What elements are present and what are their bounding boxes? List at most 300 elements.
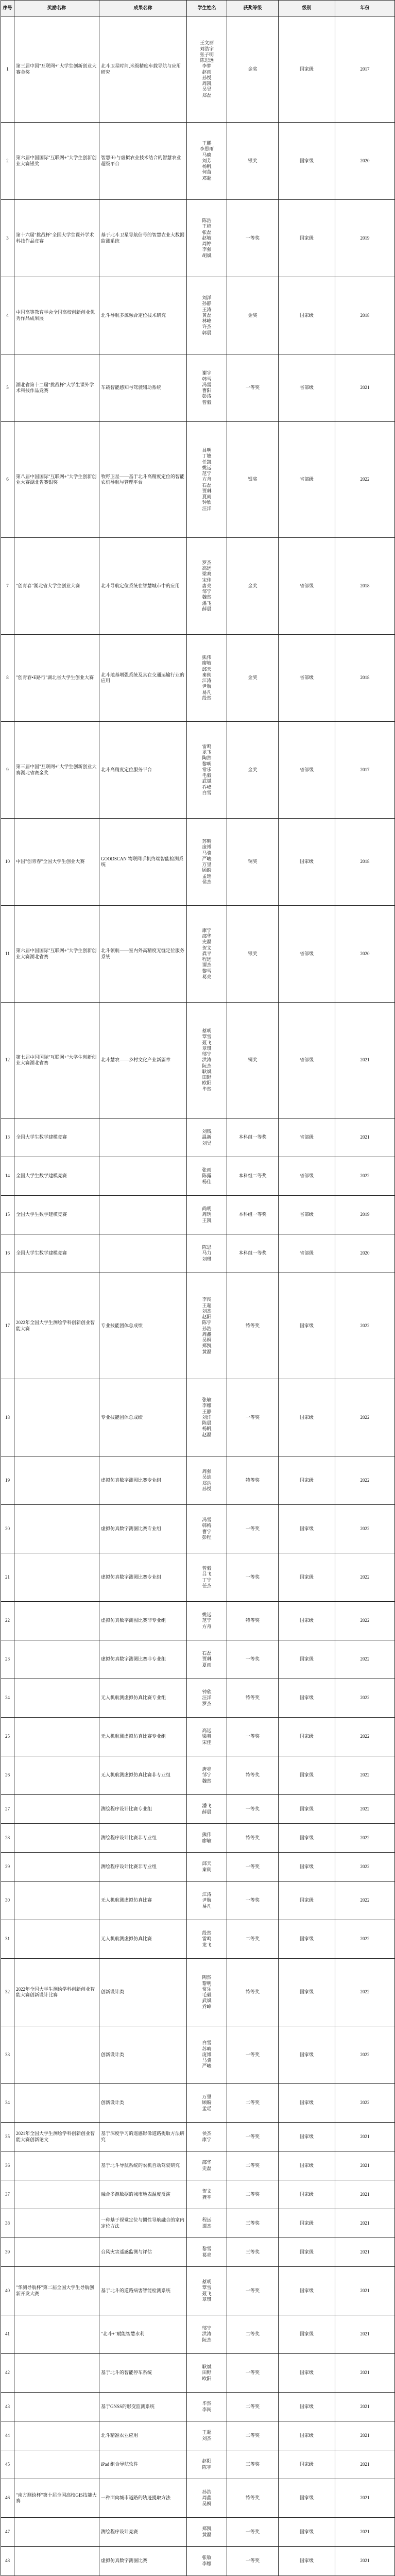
student-names	[187, 2450, 227, 2479]
student-names	[187, 1679, 227, 1718]
award-name	[14, 2180, 99, 2209]
result-title-text: 北斗精准农业应用	[101, 2432, 139, 2438]
table-body	[1, 16, 395, 2576]
award-grade	[227, 2354, 279, 2393]
award-year	[335, 2026, 395, 2084]
award-level	[279, 1157, 335, 1196]
student-names-text: 冯雪 韩梅 曹宇 彭程	[202, 1517, 212, 1540]
row-number-text: 39	[5, 2249, 10, 2255]
award-year	[335, 1602, 395, 1640]
student-names	[187, 123, 227, 200]
award-name	[14, 123, 99, 200]
row-number-text: 10	[5, 859, 10, 865]
student-names-text: 孙浩 周鑫 吴桐	[202, 2489, 212, 2506]
award-grade-text: 本科组二等奖	[238, 1173, 267, 1179]
award-year	[335, 1196, 395, 1234]
table-row	[1, 2450, 395, 2479]
award-level-text: 国家级	[299, 1897, 314, 1903]
award-grade-text: 一等奖	[245, 2133, 260, 2139]
table-row	[1, 1273, 395, 1379]
award-year-text: 2022	[360, 1936, 370, 1942]
student-names-text: 石磊 贾琳 夏雨	[202, 1651, 212, 1668]
award-name	[14, 2238, 99, 2267]
result-title	[99, 1959, 187, 2026]
award-name	[14, 1505, 99, 1553]
student-names	[187, 1234, 227, 1273]
table-row	[1, 2547, 395, 2575]
award-grade	[227, 1824, 279, 1853]
row-number-text: 45	[5, 2461, 10, 2467]
award-year-text: 2022	[360, 2100, 370, 2106]
table-row	[1, 1824, 395, 1853]
award-grade	[227, 2450, 279, 2479]
table-row	[1, 1882, 395, 1920]
row-number-text: 2	[6, 158, 9, 163]
result-title-text: 测绘程序设计比赛专业组	[101, 1806, 152, 1811]
award-name-text: 全国大学生数学建模竞赛	[16, 1250, 67, 1256]
student-names	[187, 1853, 227, 1882]
award-year	[335, 1853, 395, 1882]
award-name	[14, 2209, 99, 2238]
award-grade-text: 一等奖	[245, 1574, 260, 1580]
row-number	[1, 2180, 14, 2209]
award-name	[14, 2479, 99, 2518]
result-title-text: 北斗卫星时间,米级精度车载导航与应用研究	[101, 63, 181, 75]
award-grade-text: 一等奖	[245, 1863, 260, 1869]
award-level-text: 国家级	[299, 1526, 314, 1531]
result-title-text: 创新设计类	[101, 2100, 125, 2106]
result-title-text: "北斗+"赋能智慧水利	[101, 2331, 145, 2337]
result-title	[99, 2479, 187, 2518]
award-year-text: 2021	[360, 2557, 370, 2563]
award-level-text: 省部级	[299, 583, 314, 588]
result-title	[99, 635, 187, 722]
award-level-text: 国家级	[299, 1618, 314, 1623]
award-year	[335, 1003, 395, 1118]
student-names-text: 陈思 马力 刘琪	[202, 1245, 212, 1262]
student-names	[187, 1756, 227, 1795]
result-title-text: 牧野卫星——基于北斗高精度定位的智能农机导航与管理平台	[101, 473, 185, 485]
result-title-text: 无人机航测虚拟仿真比赛非专业组	[101, 1772, 171, 1778]
award-year	[335, 722, 395, 819]
result-title-text: 一种基于视觉定位与惯性导航融合的室内定位方法	[101, 2217, 185, 2229]
award-level	[279, 2479, 335, 2518]
student-names	[187, 635, 227, 722]
award-name	[14, 2026, 99, 2084]
row-number	[1, 1505, 14, 1553]
award-level-text: 省部级	[299, 1057, 314, 1063]
award-grade-text: 特等奖	[245, 1835, 260, 1840]
award-name	[14, 1853, 99, 1882]
student-names	[187, 1505, 227, 1553]
award-name	[14, 1795, 99, 1824]
table-row	[1, 2209, 395, 2238]
table-row	[1, 1118, 395, 1157]
student-names	[187, 1196, 227, 1234]
header-award: 奖励名称	[14, 1, 99, 16]
row-number	[1, 1853, 14, 1882]
award-level-text: 国家级	[299, 2370, 314, 2376]
award-level-text: 国家级	[299, 1772, 314, 1778]
result-title-text: 基于深度学习的遥感影像道路提取方法研究	[101, 2131, 185, 2142]
award-grade	[227, 2267, 279, 2315]
award-year	[335, 819, 395, 906]
student-names-text: 段然 雷鸣 龙飞	[202, 1930, 212, 1947]
result-title-text: 基于北斗的道路病害智能检测系统	[101, 2287, 171, 2293]
award-grade	[227, 538, 279, 635]
row-number-text: 29	[5, 1863, 10, 1869]
student-names-text: 潘飞 薛晨	[202, 1803, 212, 1815]
award-year-text: 2021	[360, 385, 370, 391]
result-title	[99, 1505, 187, 1553]
award-name	[14, 2267, 99, 2315]
award-name	[14, 200, 99, 277]
result-title	[99, 123, 187, 200]
student-names-text: 钟欣 汪洋 罗杰	[202, 1689, 212, 1706]
award-name-text: 第六届中国国际"互联网+"大学生创新创业大赛银奖	[16, 155, 97, 166]
row-number-text: 30	[5, 1897, 10, 1903]
student-names	[187, 2518, 227, 2547]
row-number-text: 33	[5, 2052, 10, 2057]
row-number-text: 24	[5, 1695, 10, 1701]
award-level	[279, 1882, 335, 1920]
award-level-text: 国家级	[299, 2529, 314, 2534]
award-grade-text: 金奖	[248, 675, 257, 681]
award-grade-text: 特等奖	[245, 2495, 260, 2501]
student-names-text: 程远 谭杰	[202, 2217, 212, 2229]
result-title	[99, 422, 187, 538]
table-row	[1, 1756, 395, 1795]
row-number-text: 9	[6, 767, 9, 772]
award-level	[279, 906, 335, 1003]
award-level-text: 省部级	[299, 951, 314, 956]
award-level	[279, 354, 335, 422]
award-grade	[227, 16, 279, 123]
awards-table	[1, 0, 395, 2576]
award-name	[14, 2354, 99, 2393]
award-level	[279, 16, 335, 123]
result-title-text: 虚拟仿真数字测图比赛专业组	[101, 1574, 162, 1580]
award-level	[279, 1234, 335, 1273]
table-row	[1, 2026, 395, 2084]
table-row	[1, 200, 395, 277]
award-year-text: 2021	[360, 2331, 370, 2337]
award-level	[279, 2547, 335, 2575]
award-year	[335, 2315, 395, 2354]
row-number-text: 36	[5, 2162, 10, 2168]
student-names-text: 白雪 苏晴 庞博 马骁 严峻	[202, 2040, 212, 2069]
award-year-text: 2021	[360, 2191, 370, 2197]
award-grade	[227, 2518, 279, 2547]
award-year	[335, 1718, 395, 1756]
award-level	[279, 1756, 335, 1795]
row-number	[1, 2238, 14, 2267]
award-year-text: 2020	[360, 951, 370, 956]
award-year	[335, 2151, 395, 2180]
award-level-text: 国家级	[299, 2461, 314, 2467]
student-names-text: 周强 吴迪 郑浩 孙悦	[202, 1469, 212, 1492]
award-level-text: 省部级	[299, 1134, 314, 1140]
row-number-text: 7	[6, 583, 9, 588]
award-year	[335, 635, 395, 722]
award-name-text: 2022年全国大学生测绘学科创新创业智能大赛创新设计比赛	[16, 1986, 95, 1997]
student-names	[187, 1718, 227, 1756]
student-names-text: 苏晴 庞博 马骁 严峻 万里 顾盼 孟瑶 侯杰	[202, 839, 212, 885]
student-names-text: 康宁 邵华 史磊 贺文 龚平 程远 谭杰 黎雪 葛亮	[202, 927, 212, 979]
award-name-text: "创青春"湖北省大学生创业大赛	[16, 583, 80, 588]
row-number	[1, 538, 14, 635]
table-row	[1, 2354, 395, 2393]
result-title-text: GOODSCAN 物联网手机终端智能检测系统	[101, 856, 184, 867]
award-level	[279, 2267, 335, 2315]
table-row	[1, 2421, 395, 2450]
award-name-text: 中国"创青春"全国大学生创业大赛	[16, 859, 85, 865]
table-row	[1, 1196, 395, 1234]
result-title-text: 无人机航测虚拟仿真比赛	[101, 1897, 152, 1903]
table-row	[1, 1795, 395, 1824]
award-grade-text: 一等奖	[245, 1734, 260, 1739]
student-names	[187, 1456, 227, 1505]
result-title	[99, 1553, 187, 1602]
award-name-text: 第三届中国"互联网+"大学生创新创业大赛金奖	[16, 63, 97, 75]
table-row	[1, 538, 395, 635]
result-title	[99, 1640, 187, 1679]
award-grade-text: 银奖	[248, 477, 257, 482]
result-title-text: 一种面向城市道路的轨迹提取方法	[101, 2495, 171, 2501]
row-number-text: 3	[6, 235, 9, 241]
row-number	[1, 1273, 14, 1379]
row-number	[1, 1679, 14, 1718]
row-number-text: 40	[5, 2287, 10, 2293]
award-grade-text: 一等奖	[245, 2529, 260, 2534]
student-names	[187, 1882, 227, 1920]
row-number	[1, 1118, 14, 1157]
award-grade	[227, 2421, 279, 2450]
award-name	[14, 538, 99, 635]
row-number	[1, 1882, 14, 1920]
award-year-text: 2022	[360, 1574, 370, 1580]
student-names-text: 蔡明 覃雪 聂飞 章琪 邬宁 洪涛 阮杰 耿斌 田野 欧阳 毕然	[202, 1028, 212, 1092]
student-names-text: 赵阳 陈宇	[202, 2459, 212, 2470]
award-level	[279, 1824, 335, 1853]
award-year-text: 2021	[360, 2461, 370, 2467]
student-names	[187, 1920, 227, 1959]
award-grade-text: 一等奖	[245, 2370, 260, 2376]
award-name	[14, 1157, 99, 1196]
student-names	[187, 2315, 227, 2354]
award-name-text: 第十六届"挑战杯"全国大学生课外学术科技作品竞赛	[16, 232, 94, 244]
award-grade-text: 特等奖	[245, 1477, 260, 1483]
award-grade-text: 一等奖	[245, 2052, 260, 2057]
award-level-text: 国家级	[299, 66, 314, 72]
table-row	[1, 1640, 395, 1679]
award-name	[14, 1920, 99, 1959]
row-number	[1, 1157, 14, 1196]
award-year-text: 2021	[360, 2403, 370, 2409]
row-number	[1, 200, 14, 277]
result-title	[99, 1157, 187, 1196]
award-grade-text: 铜奖	[248, 859, 257, 865]
award-name-text: 湖北省第十二届"挑战杯"大学生课外学术科技作品竞赛	[16, 382, 94, 393]
award-year-text: 2022	[360, 1323, 370, 1328]
student-names	[187, 819, 227, 906]
result-title	[99, 1273, 187, 1379]
award-name	[14, 1824, 99, 1853]
award-grade	[227, 1273, 279, 1379]
award-grade	[227, 1718, 279, 1756]
table-row	[1, 422, 395, 538]
award-level-text: 国家级	[299, 859, 314, 865]
award-name-text: 中国高等教育学会全国高校创新创业优秀作品成果展	[16, 310, 95, 321]
award-year-text: 2022	[360, 1772, 370, 1778]
award-level	[279, 2084, 335, 2123]
award-year	[335, 1118, 395, 1157]
award-level-text: 国家级	[299, 1806, 314, 1811]
award-year	[335, 1505, 395, 1553]
award-level-text: 国家级	[299, 158, 314, 163]
award-grade-text: 特等奖	[245, 1618, 260, 1623]
student-names-text: 邵华 史磊	[202, 2160, 212, 2171]
table-row	[1, 2084, 395, 2123]
student-names-text: 王超 刘杰	[202, 2430, 212, 2441]
award-level	[279, 2315, 335, 2354]
award-grade-text: 铜奖	[248, 1057, 257, 1063]
award-grade-text: 二等奖	[245, 1936, 260, 1942]
award-level	[279, 1196, 335, 1234]
award-grade	[227, 2547, 279, 2575]
table-row	[1, 354, 395, 422]
table-row	[1, 2123, 395, 2151]
award-level	[279, 1959, 335, 2026]
award-grade	[227, 1882, 279, 1920]
row-number	[1, 635, 14, 722]
award-name-text: "创青春•E路行"湖北省大学生创业大赛	[16, 675, 94, 681]
award-grade	[227, 1196, 279, 1234]
award-year-text: 2022	[360, 1734, 370, 1739]
award-year	[335, 277, 395, 354]
award-name-text: 全国大学生数学建模竞赛	[16, 1173, 67, 1179]
award-year	[335, 2393, 395, 2421]
result-title	[99, 722, 187, 819]
student-names-text: 唐亮 邹宁 魏然	[202, 1767, 212, 1784]
student-names-text: 熊伟 廖敏	[202, 1832, 212, 1843]
result-title-text: 无人机航测虚拟仿真比赛专业组	[101, 1734, 166, 1739]
award-grade	[227, 1456, 279, 1505]
student-names	[187, 538, 227, 635]
award-year	[335, 1959, 395, 2026]
result-title-text: 基于北斗卫星导航信号的智慧农业大数据监测系统	[101, 232, 185, 244]
row-number	[1, 1718, 14, 1756]
award-grade	[227, 819, 279, 906]
award-grade-text: 一等奖	[245, 235, 260, 241]
award-level-text: 省部级	[299, 767, 314, 772]
table-row	[1, 1679, 395, 1718]
award-grade-text: 二等奖	[245, 2191, 260, 2197]
result-title-text: 创新设计类	[101, 1989, 125, 1995]
award-level-text: 省部级	[299, 477, 314, 482]
table-row	[1, 1157, 395, 1196]
row-number	[1, 2151, 14, 2180]
award-grade	[227, 2315, 279, 2354]
award-year	[335, 1553, 395, 1602]
student-names	[187, 1824, 227, 1853]
award-year-text: 2018	[360, 859, 370, 865]
student-names-text: 蔡明 覃雪 聂飞 章琪	[202, 2279, 212, 2302]
result-title	[99, 2026, 187, 2084]
row-number	[1, 2421, 14, 2450]
result-title-text: 虚拟仿真数字测图比赛专业组	[101, 1526, 162, 1531]
award-level	[279, 2180, 335, 2209]
result-title	[99, 2315, 187, 2354]
award-name	[14, 277, 99, 354]
award-year-text: 2022	[360, 1695, 370, 1701]
award-year-text: 2018	[360, 675, 370, 681]
result-title-text: 测绘程序设计竞赛	[101, 2529, 139, 2534]
award-grade-text: 特等奖	[245, 1323, 260, 1328]
table-row	[1, 819, 395, 906]
student-names	[187, 722, 227, 819]
award-level	[279, 1003, 335, 1118]
row-number-text: 15	[5, 1212, 10, 1217]
row-number	[1, 1456, 14, 1505]
award-grade	[227, 1379, 279, 1456]
award-level-text: 省部级	[299, 675, 314, 681]
award-grade	[227, 2026, 279, 2084]
award-grade	[227, 2123, 279, 2151]
award-year-text: 2017	[360, 66, 370, 72]
award-name	[14, 1456, 99, 1505]
award-year-text: 2021	[360, 2162, 370, 2168]
result-title-text: 北斗高精度定位服务平台	[101, 767, 152, 772]
award-level-text: 国家级	[299, 2162, 314, 2168]
student-names-text: 姚远 范宁 方舟	[202, 1612, 212, 1629]
award-name	[14, 1602, 99, 1640]
table-row	[1, 2180, 395, 2209]
row-number-text: 1	[6, 66, 9, 72]
student-names	[187, 1003, 227, 1118]
header-level: 级别	[279, 1, 335, 16]
award-name	[14, 1718, 99, 1756]
award-level	[279, 1118, 335, 1157]
award-year	[335, 123, 395, 200]
award-level-text: 国家级	[299, 2052, 314, 2057]
result-title	[99, 16, 187, 123]
award-level	[279, 1853, 335, 1882]
award-year	[335, 1756, 395, 1795]
result-title-text: 北斗领航——室内外高精度无缝定位服务系统	[101, 948, 185, 959]
table-row	[1, 1553, 395, 1602]
award-year-text: 2020	[360, 1250, 370, 1256]
table-row	[1, 2518, 395, 2547]
award-year	[335, 2518, 395, 2547]
header-grade: 获奖等级	[227, 1, 279, 16]
award-name	[14, 635, 99, 722]
row-number	[1, 1959, 14, 2026]
award-level	[279, 1640, 335, 1679]
result-title-text: 融合多源数据的城市地表温度反演	[101, 2191, 171, 2197]
student-names-text: 万里 顾盼 孟瑶	[202, 2094, 212, 2111]
award-grade-text: 二等奖	[245, 2432, 260, 2438]
award-grade-text: 一等奖	[245, 2557, 260, 2563]
award-year-text: 2019	[360, 235, 370, 241]
award-grade	[227, 1602, 279, 1640]
award-year-text: 2021	[360, 2249, 370, 2255]
award-year	[335, 1234, 395, 1273]
award-level-text: 国家级	[299, 2495, 314, 2501]
award-year-text: 2022	[360, 1173, 370, 1179]
award-name-text: 2021年全国大学生测绘学科创新创业智能大赛创新论文	[16, 2131, 95, 2142]
award-year-text: 2017	[360, 767, 370, 772]
